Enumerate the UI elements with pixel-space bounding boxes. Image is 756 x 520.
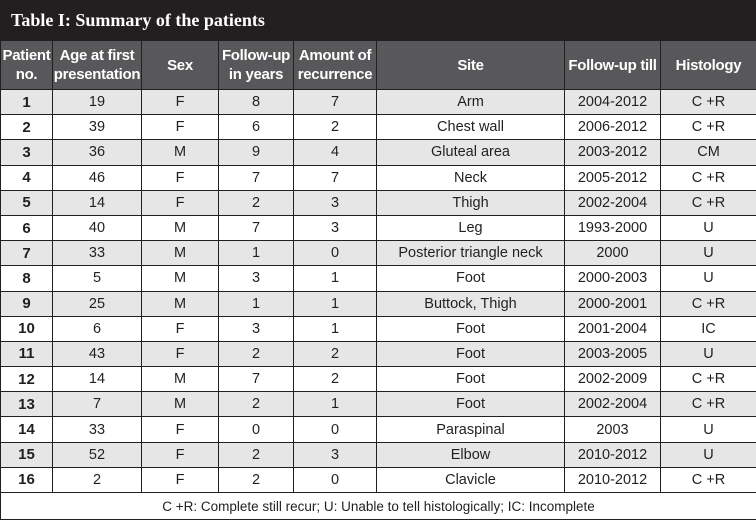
footnote: C +R: Complete still recur; U: Unable to tell histologically; IC: Incomplete xyxy=(1,493,756,520)
table-cell: 14 xyxy=(53,190,142,215)
column-header: Site xyxy=(377,41,565,90)
table-cell: IC xyxy=(661,316,756,341)
table-row xyxy=(1,367,756,392)
table-row xyxy=(1,392,756,417)
table-cell: C +R xyxy=(661,291,756,316)
table-cell: 2 xyxy=(294,115,377,140)
table-cell: F xyxy=(142,341,219,366)
table-cell: Foot xyxy=(377,341,565,366)
table-cell: M xyxy=(142,291,219,316)
table-cell: Neck xyxy=(377,165,565,190)
table-cell: Gluteal area xyxy=(377,140,565,165)
table-cell: Elbow xyxy=(377,442,565,467)
table-row xyxy=(1,291,756,316)
table-cell: 2002-2004 xyxy=(565,392,661,417)
table-cell: 16 xyxy=(1,467,53,492)
table-cell: 5 xyxy=(53,266,142,291)
table-row xyxy=(1,316,756,341)
table-cell: 11 xyxy=(1,341,53,366)
table-cell: F xyxy=(142,316,219,341)
table-cell: 1 xyxy=(219,241,294,266)
table-cell: F xyxy=(142,467,219,492)
table-cell: C +R xyxy=(661,467,756,492)
table-row xyxy=(1,241,756,266)
table-cell: 33 xyxy=(53,417,142,442)
table-cell: C +R xyxy=(661,165,756,190)
table-cell: Foot xyxy=(377,266,565,291)
table-cell: 3 xyxy=(219,266,294,291)
table-cell: 3 xyxy=(294,190,377,215)
table-row xyxy=(1,140,756,165)
table-cell: 8 xyxy=(219,90,294,115)
table-cell: 2 xyxy=(219,392,294,417)
table-cell: C +R xyxy=(661,115,756,140)
table-row xyxy=(1,90,756,115)
table-cell: 7 xyxy=(1,241,53,266)
table-cell: 2 xyxy=(219,467,294,492)
table-cell: Clavicle xyxy=(377,467,565,492)
table-cell: 5 xyxy=(1,190,53,215)
table-cell: U xyxy=(661,442,756,467)
table-cell: 7 xyxy=(219,215,294,240)
table-cell: U xyxy=(661,341,756,366)
table-cell: F xyxy=(142,90,219,115)
table-cell: Buttock, Thigh xyxy=(377,291,565,316)
table-cell: M xyxy=(142,367,219,392)
table-cell: 7 xyxy=(219,165,294,190)
table-cell: 7 xyxy=(53,392,142,417)
table-cell: 7 xyxy=(294,90,377,115)
column-header: Follow-up in years xyxy=(219,41,294,90)
table-cell: 2 xyxy=(53,467,142,492)
table-cell: 2 xyxy=(294,367,377,392)
table-cell: 15 xyxy=(1,442,53,467)
table-cell: U xyxy=(661,215,756,240)
table-cell: 2000-2003 xyxy=(565,266,661,291)
column-header: Age at first presentation xyxy=(53,41,142,90)
table-row xyxy=(1,341,756,366)
table-cell: 36 xyxy=(53,140,142,165)
table-cell: Foot xyxy=(377,316,565,341)
table-cell: 0 xyxy=(219,417,294,442)
table-cell: 10 xyxy=(1,316,53,341)
table-cell: 2 xyxy=(219,190,294,215)
table-cell: 2005-2012 xyxy=(565,165,661,190)
table-cell: 1 xyxy=(294,291,377,316)
table-cell: 2000-2001 xyxy=(565,291,661,316)
table-cell: 33 xyxy=(53,241,142,266)
table-cell: F xyxy=(142,417,219,442)
table-cell: F xyxy=(142,115,219,140)
table-cell: 7 xyxy=(219,367,294,392)
table-cell: CM xyxy=(661,140,756,165)
table-cell: 2003-2012 xyxy=(565,140,661,165)
table-cell: U xyxy=(661,266,756,291)
table-cell: 6 xyxy=(53,316,142,341)
table-cell: M xyxy=(142,241,219,266)
table-cell: 0 xyxy=(294,417,377,442)
table-cell: 2002-2004 xyxy=(565,190,661,215)
table-cell: Foot xyxy=(377,367,565,392)
table-cell: 43 xyxy=(53,341,142,366)
table-row xyxy=(1,467,756,492)
table-cell: 2004-2012 xyxy=(565,90,661,115)
table-cell: 4 xyxy=(1,165,53,190)
table-row xyxy=(1,115,756,140)
table-cell: Foot xyxy=(377,392,565,417)
table-cell: 2003-2005 xyxy=(565,341,661,366)
table-cell: 19 xyxy=(53,90,142,115)
table-cell: 4 xyxy=(294,140,377,165)
table-cell: Arm xyxy=(377,90,565,115)
table-cell: 1 xyxy=(294,266,377,291)
table-cell: 3 xyxy=(219,316,294,341)
column-header: Sex xyxy=(142,41,219,90)
table-title: Table I: Summary of the patients xyxy=(0,0,756,40)
table-cell: 2 xyxy=(219,341,294,366)
table-cell: 8 xyxy=(1,266,53,291)
table-cell: M xyxy=(142,392,219,417)
table-row xyxy=(1,215,756,240)
table-cell: Posterior triangle neck xyxy=(377,241,565,266)
table-cell: 3 xyxy=(294,215,377,240)
table-cell: 2010-2012 xyxy=(565,467,661,492)
table-cell: F xyxy=(142,165,219,190)
patients-table xyxy=(0,40,756,520)
table-cell: 40 xyxy=(53,215,142,240)
table-row xyxy=(1,190,756,215)
table-cell: Leg xyxy=(377,215,565,240)
table-cell: 3 xyxy=(294,442,377,467)
table-cell: 1 xyxy=(1,90,53,115)
table-cell: 1 xyxy=(294,316,377,341)
table-cell: M xyxy=(142,266,219,291)
table-cell: F xyxy=(142,190,219,215)
table-cell: Thigh xyxy=(377,190,565,215)
table-cell: 52 xyxy=(53,442,142,467)
table-cell: 0 xyxy=(294,241,377,266)
table-row xyxy=(1,266,756,291)
table-cell: 2010-2012 xyxy=(565,442,661,467)
table-cell: Chest wall xyxy=(377,115,565,140)
table-cell: C +R xyxy=(661,190,756,215)
table-cell: 2001-2004 xyxy=(565,316,661,341)
column-header: Amount of recurrence xyxy=(294,41,377,90)
table-cell: M xyxy=(142,215,219,240)
table-cell: 13 xyxy=(1,392,53,417)
table-cell: C +R xyxy=(661,392,756,417)
column-header: Follow-up till xyxy=(565,41,661,90)
table-cell: 9 xyxy=(1,291,53,316)
table-cell: Paraspinal xyxy=(377,417,565,442)
table-cell: 2002-2009 xyxy=(565,367,661,392)
table-cell: 2000 xyxy=(565,241,661,266)
table-cell: M xyxy=(142,140,219,165)
table-cell: 1 xyxy=(219,291,294,316)
table-cell: 1 xyxy=(294,392,377,417)
table-cell: 6 xyxy=(219,115,294,140)
table-cell: 2 xyxy=(219,442,294,467)
table-cell: 25 xyxy=(53,291,142,316)
table-cell: 46 xyxy=(53,165,142,190)
table-cell: U xyxy=(661,241,756,266)
table-cell: 2 xyxy=(1,115,53,140)
table-cell: 2 xyxy=(294,341,377,366)
table-cell: C +R xyxy=(661,90,756,115)
table-cell: 1993-2000 xyxy=(565,215,661,240)
table-cell: 7 xyxy=(294,165,377,190)
table-row xyxy=(1,165,756,190)
column-header: Patient no. xyxy=(1,41,53,90)
table-cell: 6 xyxy=(1,215,53,240)
table-cell: 14 xyxy=(53,367,142,392)
table-cell: 9 xyxy=(219,140,294,165)
table-cell: 39 xyxy=(53,115,142,140)
table-cell: 2006-2012 xyxy=(565,115,661,140)
table-cell: 0 xyxy=(294,467,377,492)
table-row xyxy=(1,442,756,467)
table-cell: 12 xyxy=(1,367,53,392)
table-cell: U xyxy=(661,417,756,442)
table-cell: 2003 xyxy=(565,417,661,442)
header-row xyxy=(1,41,756,90)
table-cell: F xyxy=(142,442,219,467)
table-cell: 14 xyxy=(1,417,53,442)
column-header: Histology xyxy=(661,41,756,90)
table-cell: C +R xyxy=(661,367,756,392)
table-cell: 3 xyxy=(1,140,53,165)
table-row xyxy=(1,417,756,442)
